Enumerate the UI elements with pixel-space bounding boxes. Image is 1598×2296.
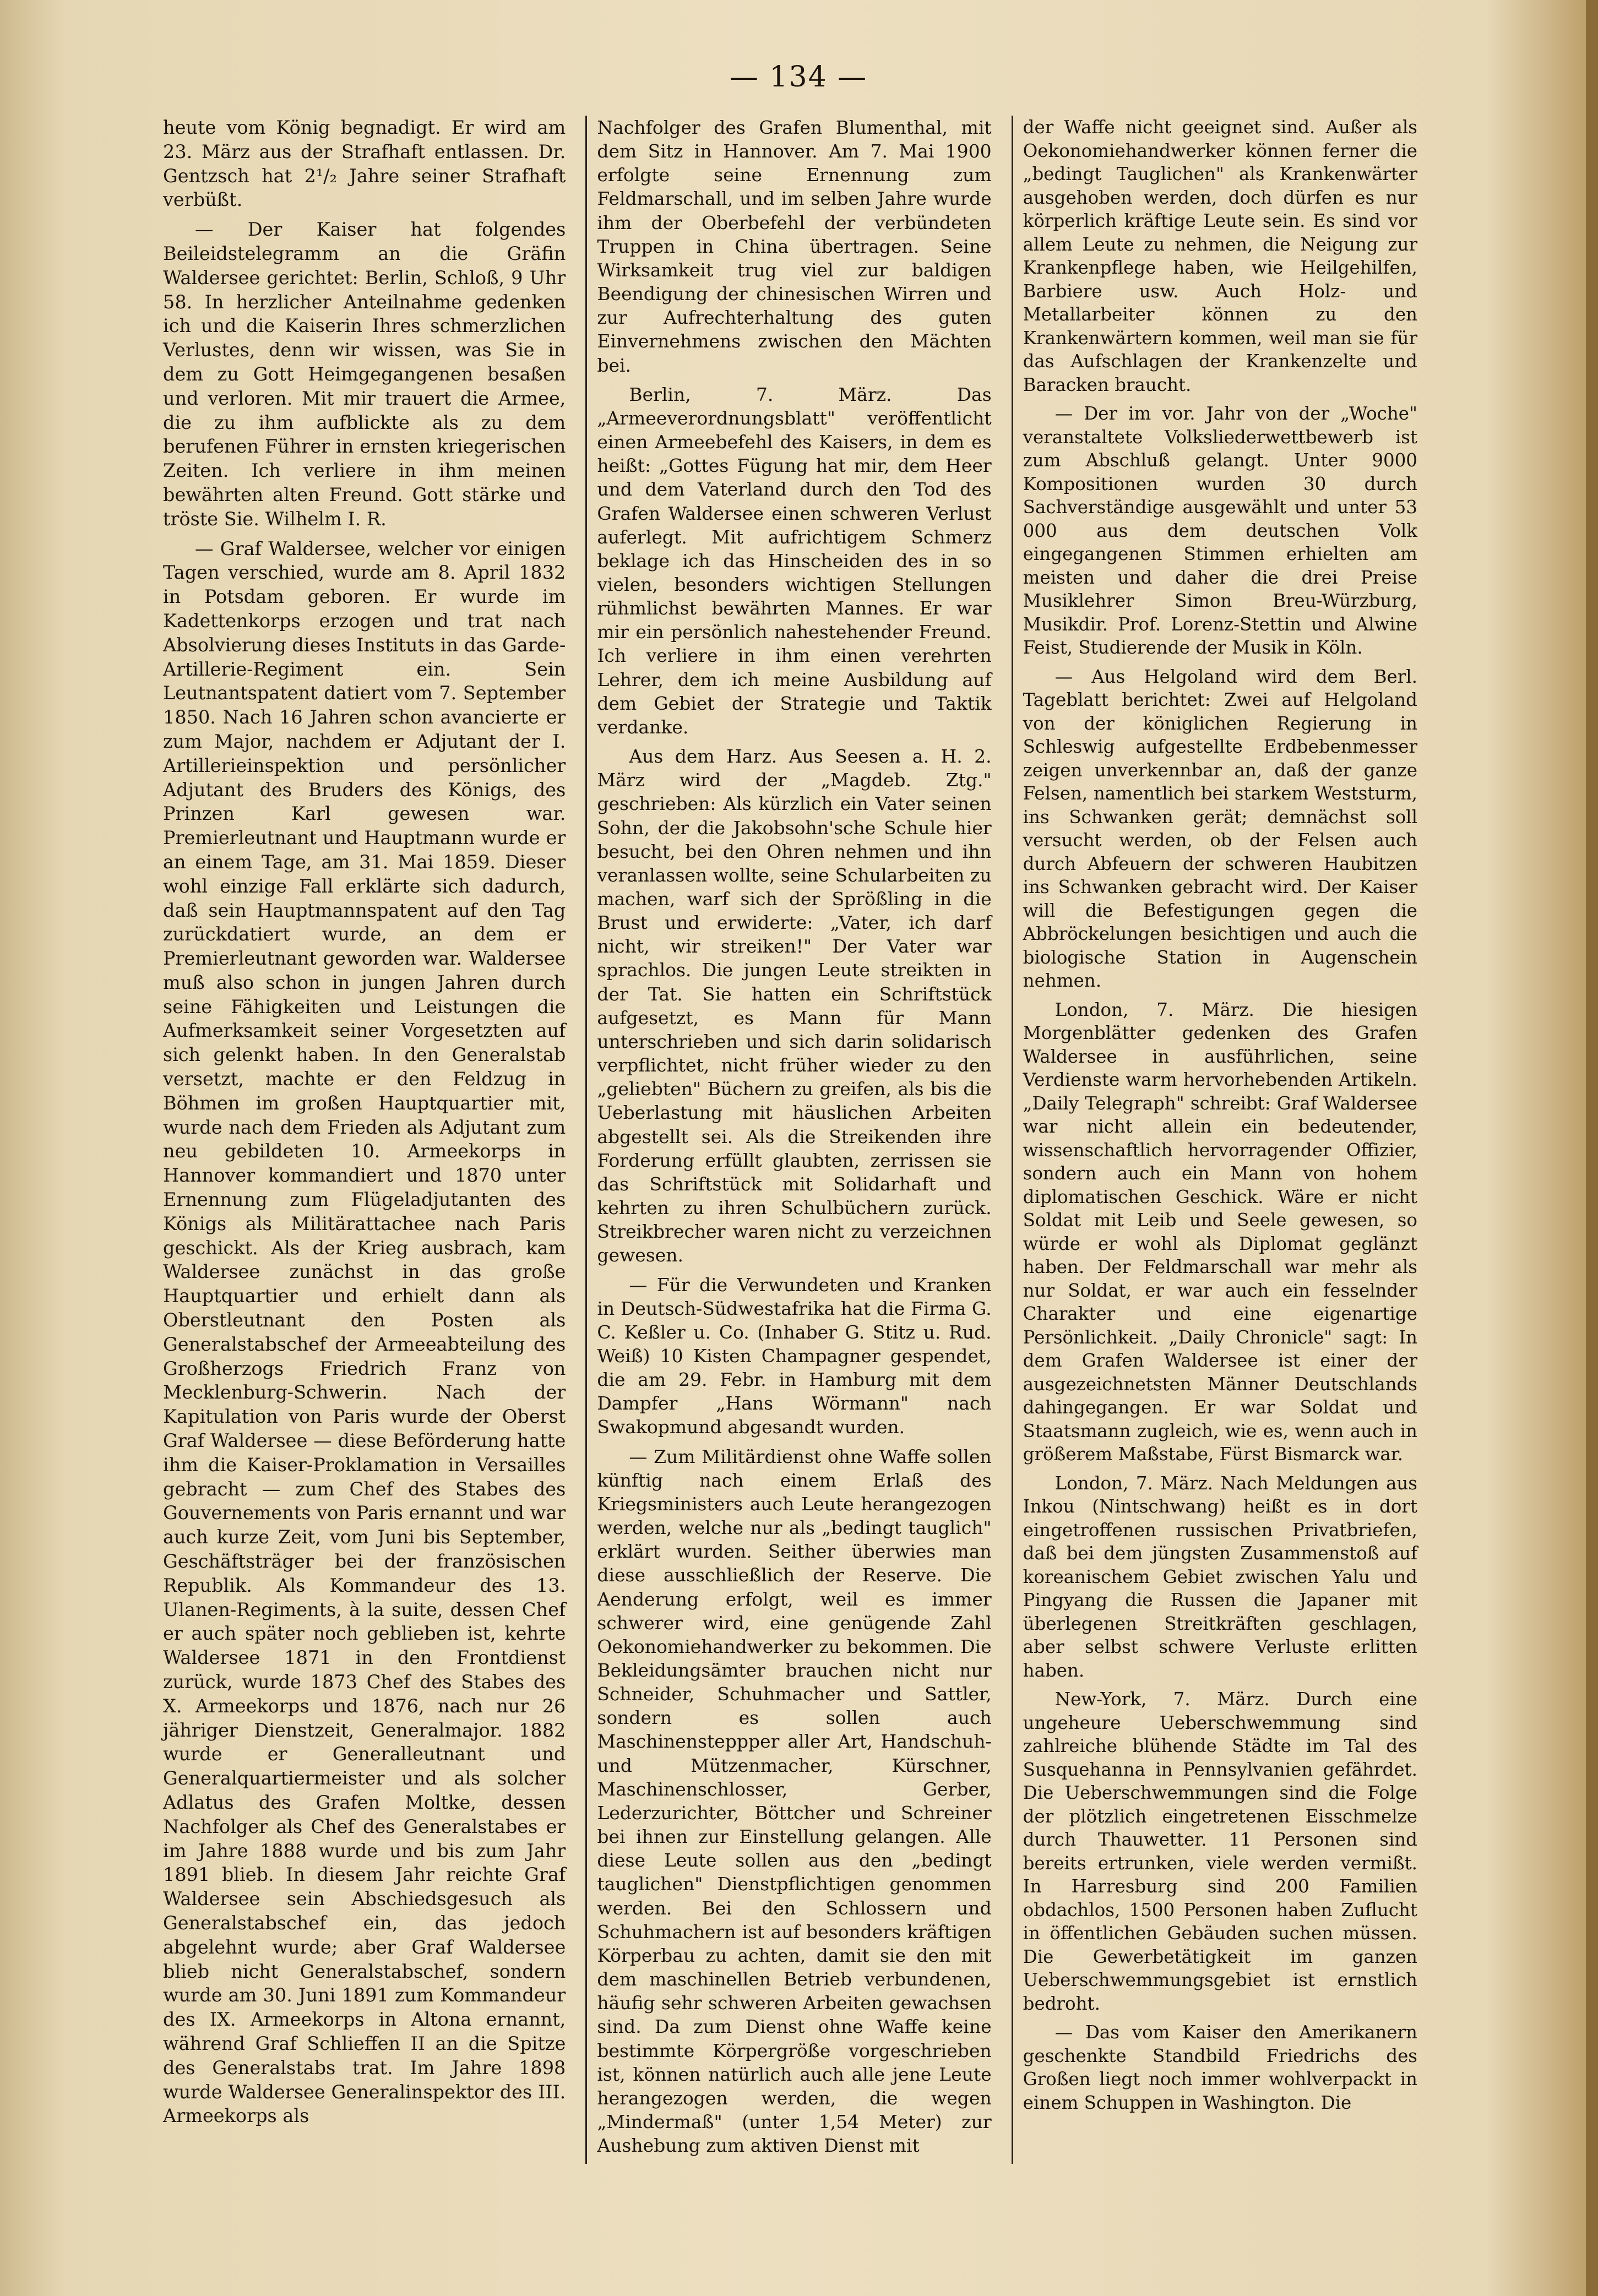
paragraph: Nachfolger des Grafen Blumenthal, mit dem Sitz in Hannover. Am 7. Mai 1900 erfolgte seine Ernennung zum Feldmarschall, und im selben Jahre wurde ihm der Oberbefehl der verbündeten Truppen in China übertragen. Seine Wirksamkeit trug viel zur baldigen Beendigung der chinesischen Wirren und zur Aufrechterhaltung des guten Einvernehmens zwischen den Mächten bei. <box>597 117 992 376</box>
paragraph: New-York, 7. März. Durch eine ungeheure Ueberschwemmung sind zahlreiche blühende Städte im Tal des Susquehanna in Pennsylvanien gefährdet. Die Ueberschwemmungen sind die Folge der plötzlich eingetretenen Eisschmelze durch Thauwetter. 11 Personen sind bereits ertrunken, viele werden vermißt. In Harresburg sind 200 Familien obdachlos, 1500 Personen haben Zuflucht in öffentlichen Gebäuden suchen müssen. Die Gewerbetätigkeit im ganzen Ueberschwemmungsgebiet ist ernstlich bedroht. <box>1023 1689 1417 2014</box>
page-number: — 134 — <box>729 61 868 94</box>
paragraph: Aus dem Harz. Aus Seesen a. H. 2. März wird der „Magdeb. Ztg." geschrieben: Als kürzlich ein Vater seinen Sohn, der die Jakobsohn'sche Schule hier besucht, bei den Ohren nehmen und ihn veranlassen wollte, seine Schularbeiten zu machen, warf sich der Sprößling in die Brust und erwiderte: „Vater, ich darf nicht, wir streiken!" Der Vater war sprachlos. Die jungen Leute streikten in der Tat. Sie hatten ein Schriftstück aufgesetzt, es Mann für Mann unterschrieben und sich darin solidarisch verpflichtet, nicht früher wieder zu den „geliebten" Büchern zu greifen, als bis die Ueberlastung mit häuslichen Arbeiten abgestellt sei. Als die Streikenden ihre Forderung erfüllt glaubten, zerrissen sie das Schriftstück mit Solidarhaft und kehrten zu ihren Schulbüchern zurück. Streikbrecher waren nicht zu verzeichnen gewesen. <box>597 746 992 1266</box>
paragraph: — Aus Helgoland wird dem Berl. Tageblatt berichtet: Zwei auf Helgoland von der königlichen Regierung in Schleswig aufgestellte Erdbebenmesser zeigen unverkennbar an, daß der ganze Felsen, namentlich bei starkem Weststurm, ins Schwanken gerät; demnächst soll versucht werden, ob der Felsen auch durch Abfeuern der schweren Haubitzen ins Schwanken gebracht wird. Der Kaiser will die Befestigungen gegen die Abbröckelungen besichtigen und auch die biologische Station in Augenschein nehmen. <box>1023 666 1417 991</box>
paragraph: — Graf Waldersee, welcher vor einigen Tagen verschied, wurde am 8. April 1832 in Potsdam geboren. Er wurde im Kadettenkorps erzogen und trat nach Absolvierung dieses Instituts in das Garde-Artillerie-Regiment ein. Sein Leutnantspatent datiert vom 7. September 1850. Nach 16 Jahren schon avancierte er zum Major, nachdem er Adjutant der I. Artillerieinspektion und persönlicher Adjutant des Bruders des Königs, des Prinzen Karl gewesen war. Premierleutnant und Hauptmann wurde er an einem Tage, am 31. Mai 1859. Dieser wohl einzige Fall erklärte sich dadurch, daß sein Hauptmannspatent auf den Tag zurückdatiert wurde, an dem er Premierleutnant geworden war. Waldersee muß also schon in jungen Jahren durch seine Fähigkeiten und Leistungen die Aufmerksamkeit seiner Vorgesetzten auf sich gelenkt haben. In den Generalstab versetzt, machte er den Feldzug in Böhmen im großen Hauptquartier mit, wurde nach dem Frieden als Adjutant zum neu gebildeten 10. Armeekorps in Hannover kommandiert und 1870 unter Ernennung zum Flügeladjutanten des Königs als Militärattachee nach Paris geschickt. Als der Krieg ausbrach, kam Waldersee zunächst in das große Hauptquartier und erhielt dann als Oberstleutnant den Posten als Generalstabschef der Armeeabteilung des Großherzogs Friedrich Franz von Mecklenburg-Schwerin. Nach der Kapitulation von Paris wurde der Oberst Graf Waldersee — diese Beförderung hatte ihm die Kaiser-Proklamation in Versailles gebracht — zum Chef des Stabes des Gouvernements von Paris ernannt und war auch kurze Zeit, vom Juni bis September, Geschäftsträger bei der französischen Republik. Als Kommandeur des 13. Ulanen-Regiments, à la suite, dessen Chef er auch später noch geblieben ist, kehrte Waldersee 1871 in den Frontdienst zurück, wurde 1873 Chef des Stabes des X. Armeekorps und 1876, nach nur 26 jähriger Dienstzeit, Generalmajor. 1882 wurde er Generalleutnant und Generalquartiermeister und als solcher Adlatus des Grafen Moltke, dessen Nachfolger als Chef des Generalstabes er im Jahre 1888 wurde und bis zum Jahr 1891 blieb. In diesem Jahr reichte Graf Waldersee sein Abschiedsgesuch als Generalstabschef ein, das jedoch abgelehnt wurde; aber Graf Waldersee blieb nicht Generalstabschef, sondern wurde am 30. Juni 1891 zum Kommandeur des IX. Armeekorps in Altona ernannt, während Graf Schlieffen II an die Spitze des Generalstabs trat. Im Jahre 1898 wurde Waldersee Generalinspektor des III. Armeekorps als <box>163 537 566 2127</box>
column-3 <box>1012 116 1421 2164</box>
paragraph: — Zum Militärdienst ohne Waffe sollen künftig nach einem Erlaß des Kriegsministers auch Leute herangezogen werden, welche nur als „bedingt tauglich" erklärt wurden. Seither überwies man diese ausschließlich der Reserve. Die Aenderung erfolgt, weil es immer schwerer wird, eine genügende Zahl Oekonomiehandwerker zu bekommen. Die Bekleidungsämter brauchen nicht nur Schneider, Schuhmacher und Sattler, sondern es sollen auch Maschinensteppper aller Art, Handschuh- und Mützenmacher, Kürschner, Maschinenschlosser, Gerber, Lederzurichter, Böttcher und Schreiner bei ihnen zur Einstellung gelangen. Alle diese Leute sollen aus den „bedingt tauglichen" Dienstpflichtigen genommen werden. Bei den Schlossern und Schuhmachern ist auf besonders kräftigen Körperbau zu achten, damit sie den mit dem maschinellen Betrieb verbundenen, häufig sehr schweren Arbeiten gewachsen sind. Da zum Dienst ohne Waffe keine bestimmte Körpergröße vorgeschrieben ist, können natürlich auch alle jene Leute herangezogen werden, die wegen „Mindermaß" (unter 1,54 Meter) zur Aushebung zum aktiven Dienst mit <box>597 1445 992 2157</box>
paragraph: — Für die Verwundeten und Kranken in Deutsch-Südwestafrika hat die Firma G. C. Keßler u. Co. (Inhaber G. Stitz u. Rud. Weiß) 10 Kisten Champagner gespendet, die am 29. Febr. in Hamburg mit dem Dampfer „Hans Wörmann" nach Swakopmund abgesandt wurden. <box>597 1274 992 1438</box>
paragraph: heute vom König begnadigt. Er wird am 23. März aus der Strafhaft entlassen. Dr. Gentzsch hat 2¹/₂ Jahre seiner Strafhaft verbüßt. <box>163 117 566 211</box>
page-edge <box>1586 0 1598 2296</box>
paragraph: — Der im vor. Jahr von der „Woche" veranstaltete Volksliederwettbewerb ist zum Abschluß gelangt. Unter 9000 Kompositionen wurden 30 durch Sachverständige ausgewählt und unter 53 000 aus dem deutschen Volk eingegangenen Stimmen erhielten am meisten und daher die drei Preise Musiklehrer Simon Breu-Würzburg, Musikdir. Prof. Lorenz-Stettin und Alwine Feist, Studierende der Musik in Köln. <box>1023 403 1417 658</box>
column-2 <box>585 116 994 2164</box>
paragraph: London, 7. März. Die hiesigen Morgenblätter gedenken des Grafen Waldersee in ausführlichen, seine Verdienste warm hervorhebenden Artikeln. „Daily Telegraph" schreibt: Graf Waldersee war nicht allein ein bedeutender, wissenschaftlich hervorragender Offizier, sondern auch ein Mann von hohem diplomatischen Geschick. Wäre er nicht Soldat mit Leib und Seele gewesen, so würde er wohl als Diplomat geglänzt haben. Der Feldmarschall war mehr als nur Soldat, er war auch ein fesselnder Charakter und eine eigenartige Persönlichkeit. „Daily Chronicle" sagt: In dem Grafen Waldersee ist einer der ausgezeichnetsten Männer Deutschlands dahingegangen. Er war Soldat und Staatsmann zugleich, wie es, wenn auch in größerem Maßstabe, Fürst Bismarck war. <box>1023 999 1417 1465</box>
paragraph: der Waffe nicht geeignet sind. Außer als Oekonomiehandwerker können ferner die „bedingt Tauglichen" als Krankenwärter ausgehoben werden, doch dürfen es nur körperlich kräftige Leute sein. Es sind vor allem Leute zu nehmen, die Neigung zur Krankenpflege haben, wie Heilgehilfen, Barbiere usw. Auch Holz- und Metallarbeiter können zu den Krankenwärtern kommen, weil man sie für das Aufschlagen der Krankenzelte und Baracken braucht. <box>1023 117 1417 395</box>
paragraph: — Das vom Kaiser den Amerikanern geschenkte Standbild Friedrichs des Großen liegt noch immer wohlverpackt in einem Schuppen in Washington. Die <box>1023 2022 1417 2113</box>
article-columns <box>160 116 1421 2164</box>
paragraph: Berlin, 7. März. Das „Armeeverordnungsblatt" veröffentlicht einen Armeebefehl des Kaisers, in dem es heißt: „Gottes Fügung hat mir, dem Heer und dem Vaterland durch den Tod des Grafen Waldersee einen schweren Verlust auferlegt. Mit aufrichtigem Schmerz beklage ich das Hinscheiden des in so vielen, besonders wichtigen Stellungen rühmlichst bewährten Mannes. Er war mir ein persönlich nahestehender Freund. Ich verliere in ihm einen verehrten Lehrer, dem ich meine Ausbildung auf dem Gebiet der Strategie und Taktik verdanke. <box>597 383 992 738</box>
paragraph: — Der Kaiser hat folgendes Beileidstelegramm an die Gräfin Waldersee gerichtet: Berlin, Schloß, 9 Uhr 58. In herzlicher Anteilnahme gedenken ich und die Kaiserin Ihres schmerzlichen Verlustes, denn wir wissen, was Sie in dem zu Gott Heimgegangenen besaßen und verloren. Mit mir trauert die Armee, die zu ihm aufblickte als zu dem berufenen Führer in ernsten kriegerischen Zeiten. Ich verliere in ihm meinen bewährten alten Freund. Gott stärke und tröste Sie. Wilhelm I. R. <box>163 219 566 530</box>
paragraph: London, 7. März. Nach Meldungen aus Inkou (Nintschwang) heißt es in dort eingetroffenen russischen Privatbriefen, daß bei dem jüngsten Zusammenstoß auf koreanischem Gebiet zwischen Yalu und Pingyang die Russen die Japaner mit überlegenen Streitkräften geschlagen, aber selbst schwere Verluste erlitten haben. <box>1023 1472 1417 1681</box>
column-1 <box>160 116 569 2164</box>
